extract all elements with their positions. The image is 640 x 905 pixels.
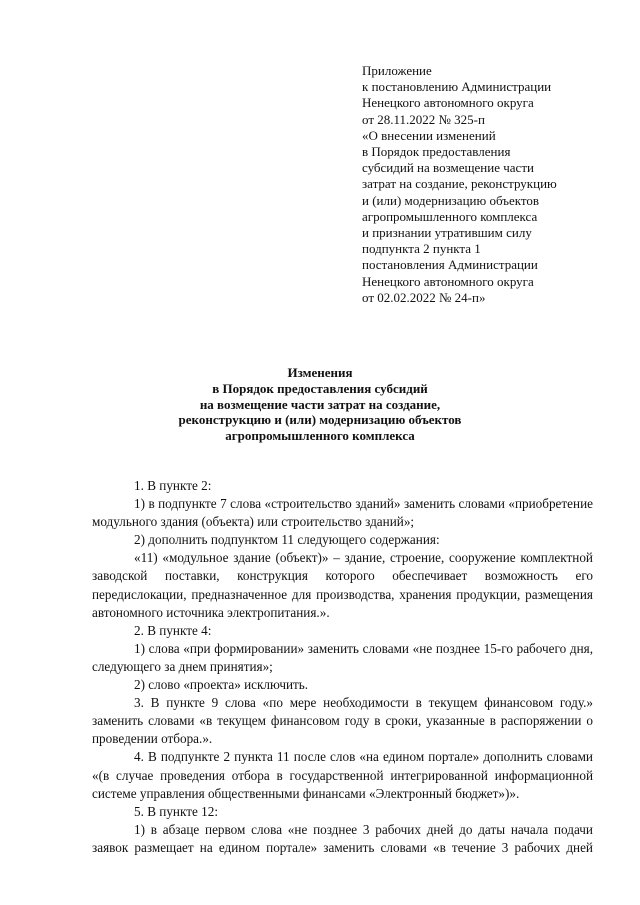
document-title: [90, 365, 550, 444]
paragraph-item-1-2-text: «11) «модульное здание (объект)» – здание, строение, сооружение комплектной заводской поставки, конструкция которого обеспечивает возможность его передислокации, предназначенное для производства, хранения продукции, размещения автономного источника электропитания.».: [92, 550, 593, 620]
paragraph-item-2: 2. В пункте 4:: [134, 622, 212, 638]
appendix-line: и признании утратившим силу: [362, 225, 532, 241]
paragraph-item-4: 4. В подпункте 2 пункта 11 после слов «на едином портале» дополнить словами «(в случае проведения отбора в государственной интегрированной информационной системе управления общественными финансами «Электронный бюджет»)».: [92, 749, 593, 801]
appendix-line: Ненецкого автономного округа: [362, 95, 534, 111]
appendix-block: [362, 63, 632, 306]
paragraph-item-2-1: 1) слова «при формировании» заменить словами «не позднее 15-го рабочего дня, следующего за днем принятия»;: [92, 640, 593, 674]
appendix-line: «О внесении изменений: [362, 127, 496, 143]
appendix-line: затрат на создание, реконструкцию: [362, 176, 557, 192]
appendix-line: в Порядок предоставления: [362, 144, 511, 160]
paragraph-item-1-2: 2) дополнить подпунктом 11 следующего содержания:: [134, 532, 440, 548]
appendix-line: от 02.02.2022 № 24-п»: [362, 289, 486, 305]
appendix-line: постановления Администрации: [362, 257, 538, 273]
appendix-line: Приложение: [362, 63, 432, 78]
paragraph-item-5: 5. В пункте 12:: [134, 803, 218, 819]
appendix-line: подпункта 2 пункта 1: [362, 241, 481, 257]
title-line: реконструкцию и (или) модернизацию объектов: [178, 412, 462, 428]
paragraph-item-5-1: 1) в абзаце первом слова «не позднее 3 рабочих дней до даты начала подачи заявок размещает на едином портале» заменить словами «в течение 3 рабочих дней: [92, 821, 593, 855]
appendix-line: субсидий на возмещение части: [362, 160, 534, 176]
paragraph-item-2-2: 2) слово «проекта» исключить.: [134, 677, 309, 693]
title-line: Изменения: [287, 365, 353, 380]
appendix-line: агропромышленного комплекса: [362, 208, 538, 224]
paragraph-item-1: 1. В пункте 2:: [134, 478, 212, 493]
title-line: в Порядок предоставления субсидий: [212, 380, 428, 396]
appendix-line: от 28.11.2022 № 325-п: [362, 111, 485, 127]
appendix-line: Ненецкого автономного округа: [362, 273, 534, 289]
appendix-line: и (или) модернизацию объектов: [362, 192, 540, 208]
document-body: [92, 477, 593, 857]
title-line: на возмещение части затрат на создание,: [199, 396, 441, 412]
title-line: агропромышленного комплекса: [225, 428, 415, 444]
paragraph-item-3: 3. В пункте 9 слова «по мере необходимости в текущем финансовом году.» заменить словами «в текущем финансовом году в сроки, указанные в распоряжении о проведении отбора.».: [92, 695, 593, 747]
appendix-line: к постановлению Администрации: [362, 79, 552, 95]
paragraph-item-1-1: 1) в подпункте 7 слова «строительство зданий» заменить словами «приобретение модульного здания (объекта) или строительство зданий»;: [92, 496, 593, 530]
